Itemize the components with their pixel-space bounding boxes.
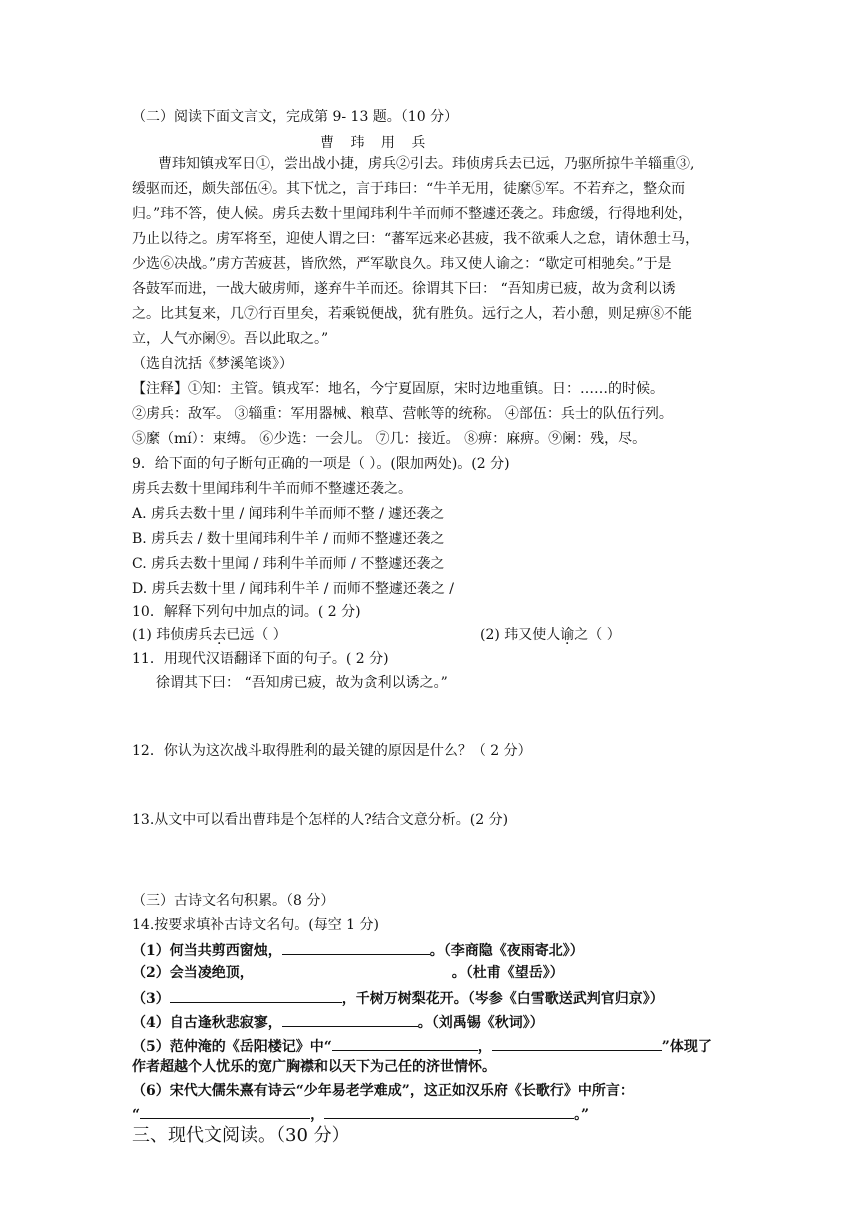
question-9-option-c: C. 虏兵去数十里闻 / 玮利牛羊而师 / 不整遽还袭之 [132,556,445,572]
dotted-word: 谕 [560,627,575,643]
q10-item1-text: (1) 玮侦虏兵 [132,627,213,643]
question-9-option-b: B. 虏兵去 / 数十里闻玮利牛羊 / 而师不整遽还袭之 [132,531,445,547]
dotted-word: 去 [212,627,227,643]
question-10-item-1 [132,626,287,644]
answer-blank[interactable] [332,1036,478,1051]
fill-text: 。（刘禹锡《秋词》） [417,1015,544,1031]
section-heading: （二）阅读下面文言文，完成第 9- 13 题。（10 分） [132,109,459,125]
answer-blank[interactable] [170,988,342,1003]
passage-line: 各鼓军而进，一战大破虏师，遂弃牛羊而还。徐谓其下曰： “吾知虏已疲，故为贪利以诱 [132,281,676,297]
fill-text: （1）何当共剪西窗烛， [132,943,282,959]
fill-item-3 [132,988,664,1008]
section-heading-modern-reading: 三、现代文阅读。（30 分） [132,1125,350,1146]
annotation-line: ⑤縻（mí）：束缚。 ⑥少选：一会儿。 ⑦几：接近。 ⑧痹：麻痹。⑨阑：残，尽。 [132,431,647,447]
question-9-option-a: A. 虏兵去数十里 / 闻玮利牛羊而师不整 / 遽还袭之 [132,506,445,522]
q10-item1-blank: 已远（ ） [226,627,287,643]
fill-text: （5）范仲淹的《岳阳楼记》中“ [132,1039,332,1055]
fill-text: ， [477,1039,492,1055]
question-10-stem: 10．解释下列句中加点的词。( 2 分) [132,604,361,620]
question-13: 13.从文中可以看出曹玮是个怎样的人?结合文意分析。(2 分) [132,812,509,828]
answer-blank[interactable] [282,1012,418,1027]
fill-item-6-line2 [132,1104,589,1124]
question-9-option-d: D. 虏兵去数十里 / 闻玮利牛羊 / 而师不整遽还袭之 / [132,581,455,597]
fill-text: 。（杜甫《望岳》） [451,965,564,981]
fill-text: （2）会当凌绝顶， [132,965,254,981]
question-10-item-2 [480,626,621,644]
fill-item-1 [132,940,584,960]
fill-item-6: （6）宋代大儒朱熹有诗云“少年易老学难成”，这正如汉乐府《长歌行》中所言： [132,1083,634,1099]
annotation-line: 【注释】①知：主管。镇戎军：地名，今宁夏固原，宋时边地重镇。日：……的时候。 [132,381,664,397]
fill-text: （3） [132,991,170,1007]
passage-line: 立，人气亦阑⑨。吾以此取之。” [132,331,329,347]
fill-text: ， [310,1107,325,1123]
passage-line: 之。比其复来，几⑦行百里矣，若乘锐便战，犹有胜负。远行之人，若小憩，则足痹⑧不能 [132,306,692,322]
fill-item-2 [132,964,564,982]
fill-text: （4）自古逢秋悲寂寥， [132,1015,282,1031]
passage-line: 乃止以待之。虏军将至，迎使人谓之曰：“蕃军远来必甚疲，我不欲乘人之怠，请休憩士马， [132,231,700,247]
passage-title: 曹 玮 用 兵 [320,135,432,151]
source-note: （选自沈括《梦溪笔谈》） [132,356,293,372]
fill-item-4 [132,1012,544,1032]
answer-blank[interactable] [324,1104,574,1119]
fill-text: ”体现了 [661,1039,712,1055]
fill-text: 。（李商隐《夜雨寄北》） [429,943,584,959]
section-heading: （三）古诗文名句积累。（8 分） [132,893,335,909]
question-14-stem: 14.按要求填补古诗文名句。(每空 1 分) [132,917,379,933]
answer-blank[interactable] [140,1104,310,1119]
fill-item-5-line2: 作者超越个人忧乐的宽广胸襟和以天下为己任的济世情怀。 [132,1059,496,1075]
answer-blank[interactable] [282,940,430,955]
q10-item2-blank: 之（ ） [574,627,621,643]
annotation-line: ②虏兵：敌军。 ③辎重：军用器械、粮草、营帐等的统称。 ④部伍：兵士的队伍行列。 [132,406,673,422]
answer-blank[interactable] [492,1036,662,1051]
fill-text: ，千树万树梨花开。（岑参《白雪歌送武判官归京》） [341,991,664,1007]
question-9-stem: 9．给下面的句子断句正确的一项是（ ）。(限加两处)。(2 分) [132,456,510,472]
fill-item-5 [132,1036,712,1056]
fill-text: 。” [574,1107,590,1123]
question-9-sentence: 虏兵去数十里闻玮利牛羊而师不整遽还袭之。 [132,481,412,497]
question-11-sentence: 徐谓其下曰： “吾知虏已疲，故为贪利以诱之。” [156,675,448,691]
passage-line: 少选⑥决战。”虏方苦疲甚，皆欣然，严军歇良久。玮又使人谕之：“歇定可相驰矣。”于是 [132,256,672,272]
question-12: 12．你认为这次战斗取得胜利的最关键的原因是什么？（ 2 分） [132,743,532,759]
passage-line: 曹玮知镇戎军日①，尝出战小捷，虏兵②引去。玮侦虏兵去已远，乃驱所掠牛羊辎重③, [158,156,695,172]
question-11-stem: 11．用现代汉语翻译下面的句子。( 2 分) [132,651,389,667]
q10-item2-text: (2) 玮又使人 [480,627,561,643]
passage-line: 缓驱而还，颇失部伍④。其下忧之，言于玮曰：“牛羊无用，徒縻⑤军。不若弃之，整众而 [132,181,686,197]
fill-text: “ [132,1107,141,1123]
passage-line: 归。”玮不答，使人候。虏兵去数十里闻玮利牛羊而师不整遽还袭之。玮愈缓，行得地利处， [132,206,693,222]
